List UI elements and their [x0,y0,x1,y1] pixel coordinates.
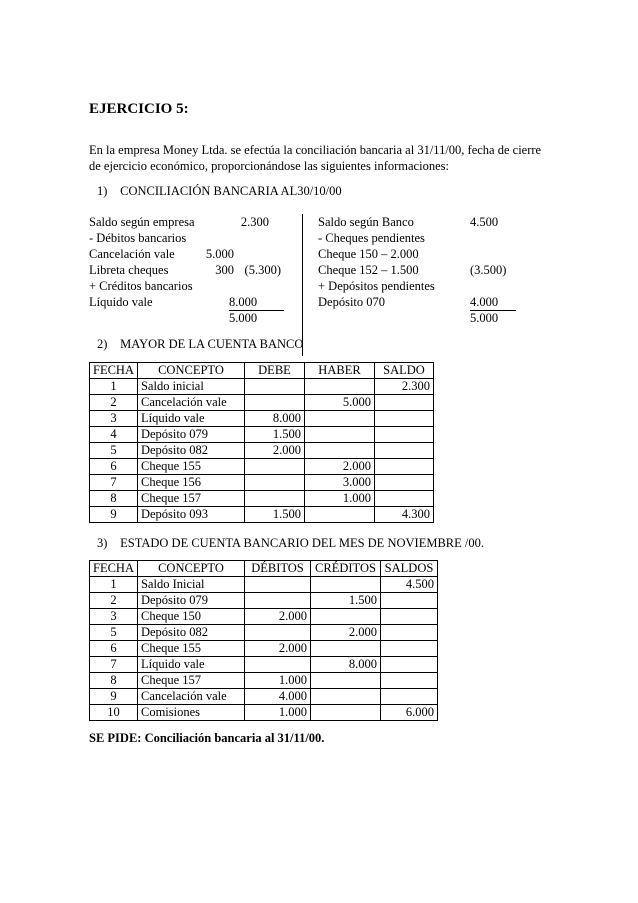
table-cell [304,507,374,523]
table-cell: 10 [90,705,138,721]
table-cell: 3.000 [304,475,374,491]
statement-row [90,609,438,625]
task-statement: SE PIDE: Conciliación bancaria al 31/11/00. [89,731,325,745]
reconciliation-left-column [89,214,289,326]
ledger-row [90,379,434,395]
table-cell [374,459,433,475]
left-line-0: Saldo según empresa 2.300 [89,215,269,229]
section1-title: CONCILIACIÓN BANCARIA AL30/10/00 [120,184,342,198]
table-cell [310,673,380,689]
section1-heading [97,184,342,199]
table-cell: 2.000 [244,609,310,625]
table-cell [310,705,380,721]
table-cell: 4.000 [244,689,310,705]
table-cell: 6 [90,459,138,475]
table-cell [380,625,437,641]
table-cell [244,625,310,641]
column-header: DEBE [244,363,304,379]
ledger-row [90,411,434,427]
left-line-6: 5.000 [229,311,258,325]
table-cell: 8 [90,673,138,689]
table-cell [380,673,437,689]
left-line-3: Libreta cheques 300 (5.300) [89,263,281,277]
table-cell: Depósito 093 [137,507,244,523]
table-cell [244,395,304,411]
table-cell [374,411,433,427]
right-line-6: 5.000 [470,311,499,325]
table-cell: 8 [90,491,138,507]
table-cell: Líquido vale [137,657,244,673]
table-cell [304,443,374,459]
table-cell: 1.500 [244,507,304,523]
table-cell [304,379,374,395]
statement-row [90,625,438,641]
table-cell: 1.500 [244,427,304,443]
table-cell: 4.300 [374,507,433,523]
table-cell [380,593,437,609]
table-cell: 3 [90,609,138,625]
section3-heading [97,536,484,551]
ledger-row [90,491,434,507]
table-cell [304,411,374,427]
table-cell: 1.000 [304,491,374,507]
left-line-4: + Créditos bancarios [89,279,193,293]
table-cell: Líquido vale [137,411,244,427]
table-cell: Cancelación vale [137,689,244,705]
table-cell [374,395,433,411]
table-cell: Saldo Inicial [137,577,244,593]
column-header: FECHA [90,363,138,379]
table-cell [310,609,380,625]
statement-row [90,689,438,705]
ledger-row [90,459,434,475]
table-cell [244,475,304,491]
table-cell [244,577,310,593]
table-cell [374,491,433,507]
table-cell: 7 [90,657,138,673]
table-cell: 8.000 [310,657,380,673]
table-cell: Cheque 155 [137,459,244,475]
statement-row [90,641,438,657]
table-cell: 9 [90,507,138,523]
column-header: DÉBITOS [244,561,310,577]
column-header: CONCEPTO [137,561,244,577]
right-line-5: Depósito 070 4.000 [318,294,518,310]
statement-header-row [90,561,438,577]
section2-heading [97,337,303,352]
table-cell [374,475,433,491]
table-cell: Depósito 082 [137,443,244,459]
table-cell [374,427,433,443]
table-cell: Cheque 157 [137,673,244,689]
left-line-1: - Débitos bancarios [89,231,187,245]
table-cell: 1 [90,577,138,593]
table-cell: 2.000 [244,443,304,459]
intro-paragraph: En la empresa Money Ltda. se efectúa la conciliación bancaria al 31/11/00, fecha de cierre de ejercicio económico, proporcionándose las siguientes informaciones: [89,143,542,173]
reconciliation-block [89,214,519,356]
table-cell: Cheque 150 [137,609,244,625]
table-cell [380,689,437,705]
table-cell: 2.000 [304,459,374,475]
table-cell [304,427,374,443]
statement-row [90,673,438,689]
table-cell: Saldo inicial [137,379,244,395]
ledger-header-row [90,363,434,379]
column-header: SALDO [374,363,433,379]
statement-row [90,577,438,593]
column-header: SALDOS [380,561,437,577]
table-cell: 7 [90,475,138,491]
table-cell: Comisiones [137,705,244,721]
right-line-1: - Cheques pendientes [318,231,425,245]
table-cell [380,609,437,625]
ledger-row [90,443,434,459]
table-cell: 2 [90,395,138,411]
table-cell: 2.000 [244,641,310,657]
table-cell [310,641,380,657]
ledger-row [90,475,434,491]
table-cell: Cheque 156 [137,475,244,491]
right-line-0: Saldo según Banco 4.500 [318,215,499,229]
column-header: FECHA [90,561,138,577]
table-cell: 9 [90,689,138,705]
section1-number: 1) [97,184,108,198]
table-cell: Depósito 079 [137,427,244,443]
table-cell [244,593,310,609]
table-cell: Cancelación vale [137,395,244,411]
statement-row [90,657,438,673]
table-cell [244,459,304,475]
section3-number: 3) [97,536,108,550]
table-cell [380,657,437,673]
reconciliation-right-column [318,214,518,326]
table-cell: 3 [90,411,138,427]
table-cell: 2.000 [310,625,380,641]
table-cell [310,689,380,705]
ledger-row [90,507,434,523]
table-cell: 6 [90,641,138,657]
right-line-3: Cheque 152 – 1.500 (3.500) [318,263,507,277]
right-line-4: + Depósitos pendientes [318,279,435,293]
column-header: HABER [304,363,374,379]
ledger-row [90,395,434,411]
table-cell: 2 [90,593,138,609]
table-cell: 1 [90,379,138,395]
table-cell [244,491,304,507]
table-cell [244,379,304,395]
section3-title: ESTADO DE CUENTA BANCARIO DEL MES DE NOVIEMBRE /00. [120,536,484,550]
table-cell: 5 [90,625,138,641]
table-cell: 1.000 [244,705,310,721]
table-cell: 4 [90,427,138,443]
statement-row [90,593,438,609]
right-line-2: Cheque 150 – 2.000 [318,247,419,261]
table-cell [310,577,380,593]
table-cell: 8.000 [244,411,304,427]
section2-title: MAYOR DE LA CUENTA BANCO [120,337,304,351]
table-cell: 6.000 [380,705,437,721]
table-cell [244,657,310,673]
table-cell: 5 [90,443,138,459]
left-line-5: Líquido vale 8.000 [89,294,289,310]
column-header: CRÉDITOS [310,561,380,577]
table-cell: Depósito 079 [137,593,244,609]
reconciliation-divider [302,214,303,356]
column-header: CONCEPTO [137,363,244,379]
table-cell: Depósito 082 [137,625,244,641]
ledger-table [89,362,434,523]
table-cell: 1.000 [244,673,310,689]
bank-statement-table [89,560,438,721]
table-cell: 4.500 [380,577,437,593]
section2-number: 2) [97,337,108,351]
table-cell: 5.000 [304,395,374,411]
table-cell [380,641,437,657]
left-line-2: Cancelación vale 5.000 [89,247,234,261]
table-cell: 1.500 [310,593,380,609]
table-cell [374,443,433,459]
table-cell: 2.300 [374,379,433,395]
table-cell: Cheque 157 [137,491,244,507]
statement-row [90,705,438,721]
table-cell: Cheque 155 [137,641,244,657]
ledger-row [90,427,434,443]
exercise-title: EJERCICIO 5: [89,101,189,117]
